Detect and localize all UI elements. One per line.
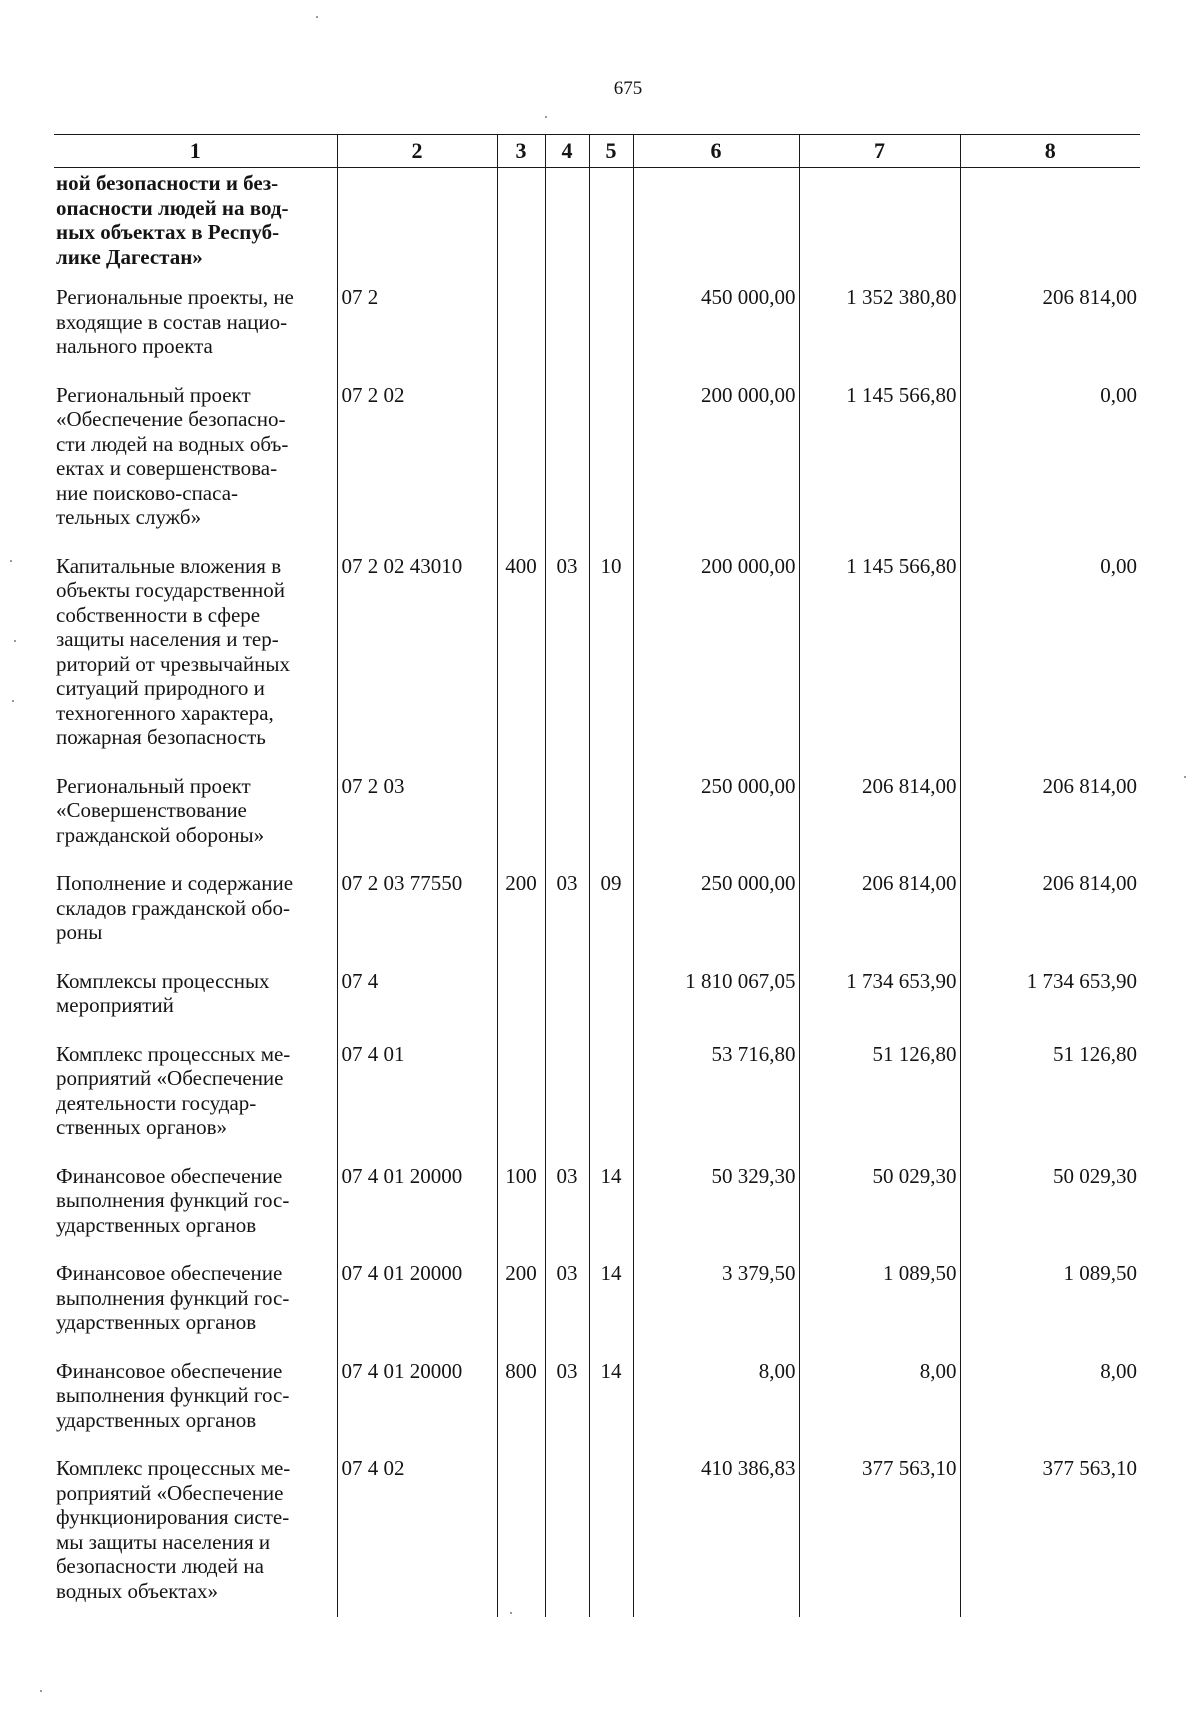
row-code: 07 2 03 77550 [337, 871, 497, 969]
row-value-7: 8,00 [799, 1359, 960, 1457]
row-col-5 [589, 774, 633, 872]
row-value-8 [960, 168, 1140, 286]
row-col-4: 03 [545, 1164, 589, 1262]
table-header [54, 135, 1140, 168]
row-col-3: 200 [497, 871, 545, 969]
table-row [54, 1042, 1140, 1164]
table-row [54, 1359, 1140, 1457]
row-value-7: 51 126,80 [799, 1042, 960, 1164]
row-name: Капитальные вложения в объекты государственной собственности в сфере защиты населения и тер- риторий от чрезвычайных ситуаций природного и техногенного характера, пожарная безопасность [56, 553, 290, 749]
row-value-8: 51 126,80 [960, 1042, 1140, 1164]
table-row [54, 383, 1140, 554]
header-col-6: 6 [633, 135, 799, 168]
scan-speck [1184, 776, 1186, 778]
row-value-6: 450 000,00 [633, 285, 799, 383]
row-value-8: 206 814,00 [960, 774, 1140, 872]
row-value-8: 206 814,00 [960, 871, 1140, 969]
row-value-6: 250 000,00 [633, 774, 799, 872]
row-value-6: 200 000,00 [633, 554, 799, 774]
row-value-7: 1 734 653,90 [799, 969, 960, 1042]
table-row [54, 1164, 1140, 1262]
header-col-3: 3 [497, 135, 545, 168]
scan-speck [510, 1612, 512, 1614]
row-value-7: 1 145 566,80 [799, 383, 960, 554]
header-col-8: 8 [960, 135, 1140, 168]
header-col-4: 4 [545, 135, 589, 168]
row-col-3 [497, 1456, 545, 1617]
row-col-4 [545, 1042, 589, 1164]
row-col-4: 03 [545, 1261, 589, 1359]
row-value-6 [633, 168, 799, 286]
row-code [337, 168, 497, 286]
row-col-5: 14 [589, 1359, 633, 1457]
row-code: 07 2 03 [337, 774, 497, 872]
row-name: Финансовое обеспечение выполнения функций гос- ударственных органов [56, 1163, 290, 1237]
row-value-8: 0,00 [960, 554, 1140, 774]
row-col-5: 10 [589, 554, 633, 774]
header-col-5: 5 [589, 135, 633, 168]
row-col-3 [497, 285, 545, 383]
row-code: 07 4 01 20000 [337, 1261, 497, 1359]
row-value-8: 1 734 653,90 [960, 969, 1140, 1042]
row-value-6: 8,00 [633, 1359, 799, 1457]
row-code: 07 4 01 [337, 1042, 497, 1164]
row-code: 07 2 02 [337, 383, 497, 554]
row-name: Региональный проект «Совершенствование гражданской обороны» [56, 773, 265, 847]
row-code: 07 4 01 20000 [337, 1164, 497, 1262]
row-col-3 [497, 969, 545, 1042]
table-row [54, 774, 1140, 872]
row-value-8: 377 563,10 [960, 1456, 1140, 1617]
row-col-5: 09 [589, 871, 633, 969]
row-col-3 [497, 1042, 545, 1164]
row-name: Региональные проекты, не входящие в состав нацио- нального проекта [56, 285, 294, 358]
scan-speck [316, 16, 318, 18]
row-value-7: 206 814,00 [799, 871, 960, 969]
row-col-5 [589, 1456, 633, 1617]
row-col-5 [589, 168, 633, 286]
row-code: 07 2 02 43010 [337, 554, 497, 774]
row-value-7: 50 029,30 [799, 1164, 960, 1262]
row-name: Финансовое обеспечение выполнения функций гос- ударственных органов [56, 1358, 290, 1432]
scan-speck [14, 640, 16, 642]
page-number: 675 [613, 78, 643, 99]
row-value-6: 53 716,80 [633, 1042, 799, 1164]
row-col-4: 03 [545, 871, 589, 969]
table-row [54, 969, 1140, 1042]
row-value-8: 1 089,50 [960, 1261, 1140, 1359]
scan-speck [12, 700, 14, 702]
row-col-4: 03 [545, 554, 589, 774]
header-row [54, 135, 1140, 168]
row-value-7: 206 814,00 [799, 774, 960, 872]
row-name: Региональный проект «Обеспечение безопасно- сти людей на водных объ- ектах и совершенствова- ние поисково-спаса- тельных служб» [56, 382, 289, 529]
row-col-3: 800 [497, 1359, 545, 1457]
row-value-6: 1 810 067,05 [633, 969, 799, 1042]
row-name: Пополнение и содержание складов гражданской обо- роны [56, 871, 294, 944]
scan-speck [10, 560, 12, 562]
row-name: ной безопасности и без- опасности людей на вод- ных объектах в Респуб- лике Дагестан» [56, 171, 289, 269]
row-col-5: 14 [589, 1164, 633, 1262]
table-body [54, 168, 1140, 1618]
header-col-2: 2 [337, 135, 497, 168]
row-col-5 [589, 1042, 633, 1164]
row-value-7: 377 563,10 [799, 1456, 960, 1617]
row-col-4 [545, 168, 589, 286]
row-col-3 [497, 168, 545, 286]
row-col-5: 14 [589, 1261, 633, 1359]
row-value-8: 8,00 [960, 1359, 1140, 1457]
row-col-5 [589, 285, 633, 383]
row-value-7: 1 089,50 [799, 1261, 960, 1359]
header-col-7: 7 [799, 135, 960, 168]
row-value-8: 206 814,00 [960, 285, 1140, 383]
row-code: 07 4 01 20000 [337, 1359, 497, 1457]
header-col-1: 1 [54, 135, 337, 168]
row-col-3 [497, 774, 545, 872]
row-col-5 [589, 383, 633, 554]
row-value-8: 50 029,30 [960, 1164, 1140, 1262]
row-name: Комплексы процессных мероприятий [56, 968, 270, 1017]
scan-speck [545, 116, 547, 118]
row-col-4 [545, 774, 589, 872]
row-value-6: 250 000,00 [633, 871, 799, 969]
budget-table [54, 134, 1140, 1617]
table-row [54, 1456, 1140, 1617]
table-row [54, 554, 1140, 774]
table-row [54, 285, 1140, 383]
row-col-4: 03 [545, 1359, 589, 1457]
row-value-7 [799, 168, 960, 286]
scan-speck [40, 1690, 42, 1692]
row-col-4 [545, 285, 589, 383]
table-row [54, 871, 1140, 969]
row-col-4 [545, 1456, 589, 1617]
row-col-3: 100 [497, 1164, 545, 1262]
row-value-6: 200 000,00 [633, 383, 799, 554]
row-value-6: 3 379,50 [633, 1261, 799, 1359]
row-name: Комплекс процессных ме- роприятий «Обеспечение функционирования систе- мы защиты населения и безопасности людей на водных объектах» [56, 1456, 291, 1603]
row-value-8: 0,00 [960, 383, 1140, 554]
row-code: 07 4 [337, 969, 497, 1042]
row-col-4 [545, 383, 589, 554]
row-name: Комплекс процессных ме- роприятий «Обеспечение деятельности государ- ственных органов» [56, 1041, 291, 1139]
row-col-5 [589, 969, 633, 1042]
row-value-7: 1 145 566,80 [799, 554, 960, 774]
row-col-3: 200 [497, 1261, 545, 1359]
table-row [54, 1261, 1140, 1359]
row-code: 07 2 [337, 285, 497, 383]
row-col-3 [497, 383, 545, 554]
row-col-4 [545, 969, 589, 1042]
row-value-6: 50 329,30 [633, 1164, 799, 1262]
row-value-6: 410 386,83 [633, 1456, 799, 1617]
row-value-7: 1 352 380,80 [799, 285, 960, 383]
row-code: 07 4 02 [337, 1456, 497, 1617]
row-name: Финансовое обеспечение выполнения функций гос- ударственных органов [56, 1261, 290, 1334]
row-col-3: 400 [497, 554, 545, 774]
table-row [54, 168, 1140, 286]
